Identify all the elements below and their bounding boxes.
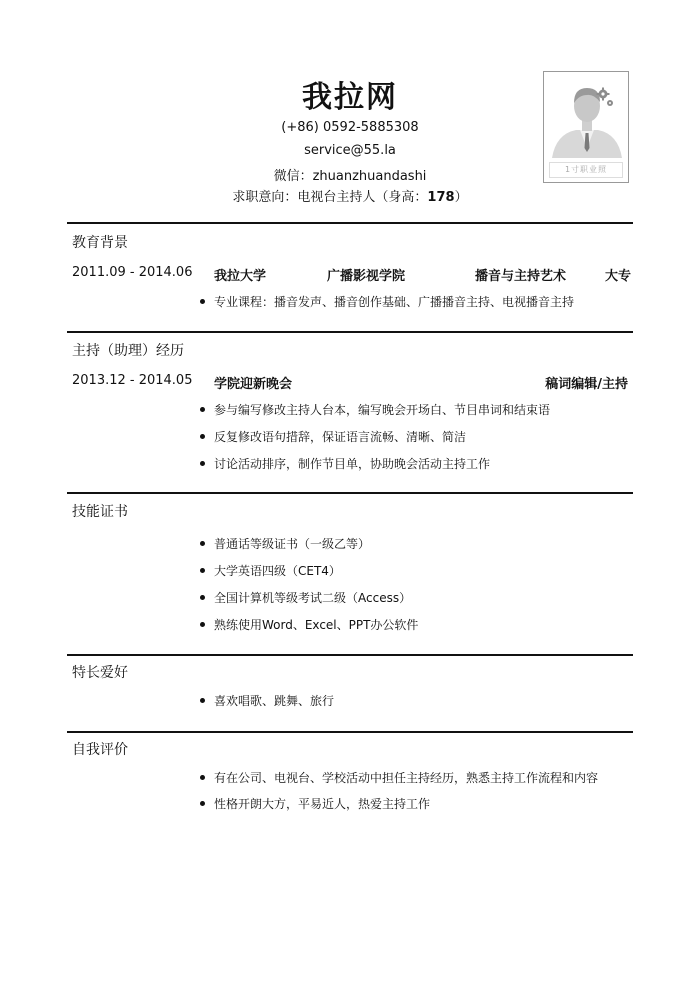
- list-item: [200, 589, 411, 606]
- section-divider: [67, 331, 633, 333]
- skills-title: 技能证书: [72, 504, 128, 520]
- list-item: [200, 616, 418, 633]
- list-item-text: 全国计算机等级考试二级（Access）: [214, 591, 412, 605]
- bullet-dot-icon: [200, 299, 205, 304]
- job-intent-suffix: ）: [454, 190, 468, 205]
- hobbies-title: 特长爱好: [72, 665, 128, 681]
- section-divider: [67, 654, 633, 656]
- list-item-text: 专业课程：播音发声、播音创作基础、广播播音主持、电视播音主持: [214, 295, 575, 309]
- education-title: 教育背景: [72, 235, 128, 251]
- list-item: [200, 795, 430, 812]
- experience-date: 2013.12 - 2014.05: [72, 373, 193, 388]
- education-degree: 大专: [605, 269, 632, 284]
- list-item-text: 熟练使用Word、Excel、PPT办公软件: [214, 618, 419, 632]
- list-item-text: 性格开朗大方，平易近人，热爱主持工作: [214, 797, 431, 811]
- section-divider: [67, 731, 633, 733]
- bullet-dot-icon: [200, 568, 205, 573]
- list-item: [200, 428, 466, 445]
- list-item: [200, 455, 490, 472]
- self-evaluation-title: 自我评价: [72, 742, 128, 758]
- bullet-dot-icon: [200, 434, 205, 439]
- education-date: 2011.09 - 2014.06: [72, 265, 193, 280]
- list-item-text: 反复修改语句措辞，保证语言流畅、清晰、简洁: [214, 430, 467, 444]
- phone-number: (+86) 0592-5885308: [281, 120, 419, 135]
- experience-title: 主持（助理）经历: [72, 343, 184, 359]
- resume-name: 我拉网: [302, 80, 398, 115]
- list-item: [200, 401, 550, 418]
- bullet-dot-icon: [200, 698, 205, 703]
- photo-caption: 1寸职业照: [549, 162, 623, 178]
- education-college: 广播影视学院: [327, 269, 406, 284]
- list-item: [200, 535, 370, 552]
- list-item: [200, 769, 598, 786]
- list-item-text: 有在公司、电视台、学校活动中担任主持经历，熟悉主持工作流程和内容: [214, 771, 599, 785]
- experience-org: 学院迎新晚会: [214, 377, 293, 392]
- list-item-text: 讨论活动排序，制作节目单，协助晚会活动主持工作: [214, 457, 491, 471]
- list-item-text: 参与编写修改主持人台本，编写晚会开场白、节目串词和结束语: [214, 403, 551, 417]
- email-address: service@55.la: [304, 143, 396, 158]
- job-intent-height: 178: [427, 190, 455, 205]
- bullet-dot-icon: [200, 775, 205, 780]
- section-divider: [67, 492, 633, 494]
- job-intent-prefix: 求职意向：电视台主持人（身高：: [232, 190, 428, 205]
- list-item: [200, 293, 574, 310]
- education-school: 我拉大学: [214, 269, 267, 284]
- wechat-id: 微信：zhuanzhuandashi: [273, 169, 427, 184]
- education-major: 播音与主持艺术: [475, 269, 567, 284]
- bullet-dot-icon: [200, 407, 205, 412]
- list-item-text: 喜欢唱歌、跳舞、旅行: [214, 694, 335, 708]
- bullet-dot-icon: [200, 595, 205, 600]
- profile-photo: [543, 71, 629, 183]
- list-item-text: 普通话等级证书（一级乙等）: [214, 537, 371, 551]
- bullet-dot-icon: [200, 541, 205, 546]
- list-item: [200, 692, 334, 709]
- list-item-text: 大学英语四级（CET4）: [214, 564, 341, 578]
- experience-role: 稿词编辑/主持: [545, 377, 628, 392]
- list-item: [200, 562, 341, 579]
- section-divider: [67, 222, 633, 224]
- bullet-dot-icon: [200, 461, 205, 466]
- bullet-dot-icon: [200, 622, 205, 627]
- bullet-dot-icon: [200, 801, 205, 806]
- job-intent: [0, 186, 700, 205]
